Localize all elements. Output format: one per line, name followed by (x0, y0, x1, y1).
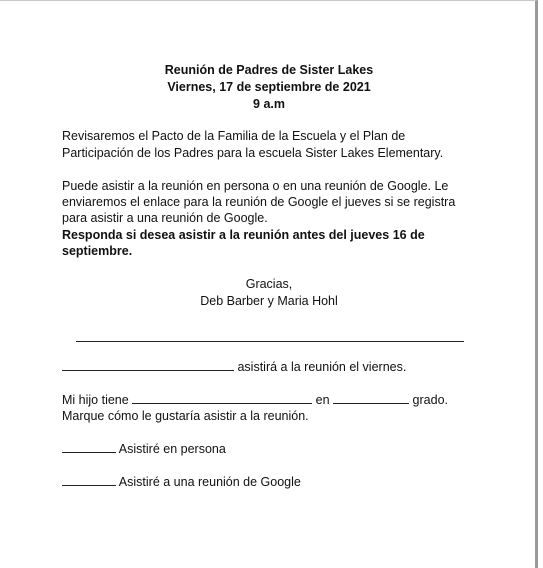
meeting-title: Reunión de Padres de Sister Lakes (164, 63, 374, 77)
closing-signers: Deb Barber y Maria Hohl (200, 294, 338, 308)
rsvp-deadline-line-2: septiembre. (62, 244, 133, 258)
rsvp-deadline-line-1: Responda si desea asistir a la reunión antes del jueves 16 de (62, 228, 425, 242)
attendance-paragraph-line-3: para asistir a una reunión de Google. (62, 211, 268, 225)
grade-text: grado. (412, 393, 448, 407)
option-in-person-row (62, 441, 226, 457)
child-in-text: en (315, 393, 330, 407)
meeting-time: 9 a.m (253, 97, 285, 111)
attendance-paragraph-line-2: enviaremos el enlace para la reunión de Google el jueves si se registra (62, 195, 456, 209)
option-google-row (62, 474, 301, 490)
closing-thanks: Gracias, (245, 277, 293, 291)
child-grade-row (62, 392, 448, 408)
meeting-date: Viernes, 17 de septiembre de 2021 (167, 80, 371, 94)
attend-response-row (62, 359, 406, 375)
grade-blank[interactable] (333, 392, 409, 404)
parent-name-blank[interactable] (62, 359, 234, 371)
intro-paragraph-line-2: Participación de los Padres para la escuela Sister Lakes Elementary. (62, 146, 444, 160)
intro-paragraph-line-1: Revisaremos el Pacto de la Familia de la Escuela y el Plan de (62, 129, 406, 143)
option-google-label: Asistiré a una reunión de Google (118, 475, 301, 489)
option-in-person-label: Asistiré en persona (118, 442, 226, 456)
child-name-blank[interactable] (132, 392, 312, 404)
attendance-paragraph-line-1: Puede asistir a la reunión en persona o en una reunión de Google. Le (62, 179, 449, 193)
choose-option-text: Marque cómo le gustaría asistir a la reunión. (62, 409, 309, 423)
cut-line-divider (76, 341, 464, 342)
attend-response-text: asistirá a la reunión el viernes. (237, 360, 407, 374)
in-person-checkbox-blank[interactable] (62, 441, 116, 453)
google-meeting-checkbox-blank[interactable] (62, 474, 116, 486)
child-prefix-text: Mi hijo tiene (62, 393, 129, 407)
